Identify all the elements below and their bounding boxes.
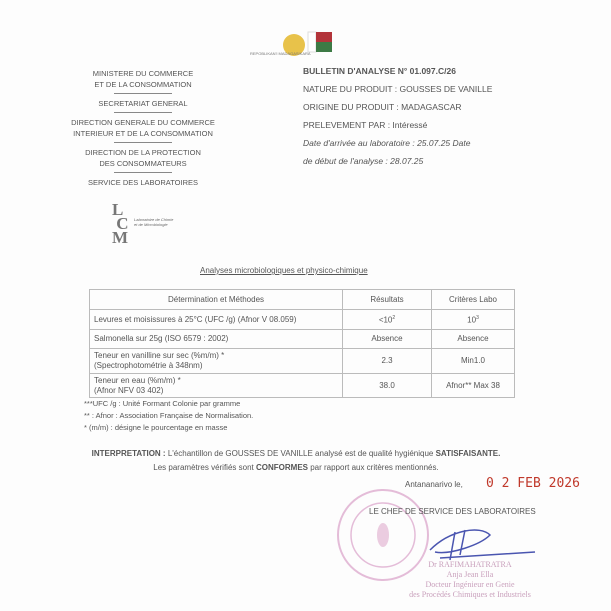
result-cell: 38.0 bbox=[343, 374, 432, 398]
lab-logo-letters: L C M bbox=[112, 200, 129, 247]
header-line: DIRECTION GENERALE DU COMMERCE bbox=[71, 118, 215, 127]
results-table bbox=[89, 289, 515, 398]
bulletin-title: BULLETIN D'ANALYSE N° 01.097.C/26 bbox=[303, 66, 456, 76]
header-line: SECRETARIAT GENERAL bbox=[98, 99, 188, 108]
interpretation-text: L'échantillon de GOUSSES DE VANILLE analysé est de qualité hygiénique bbox=[165, 449, 436, 458]
table-header bbox=[90, 290, 515, 310]
header-line: ET DE LA CONSOMMATION bbox=[94, 80, 192, 89]
table-row bbox=[90, 349, 515, 374]
table-row bbox=[90, 310, 515, 330]
footnote: ** : Afnor : Association Française de Normalisation. bbox=[84, 411, 254, 420]
verdict: SATISFAISANTE. bbox=[435, 449, 501, 458]
conformity: CONFORMES bbox=[255, 463, 308, 472]
divider bbox=[114, 172, 172, 173]
header-line: INTERIEUR ET DE LA CONSOMMATION bbox=[73, 129, 213, 138]
analysis-start-date: de début de l'analyse : 28.07.25 bbox=[303, 156, 424, 166]
product-origin: ORIGINE DU PRODUIT : MADAGASCAR bbox=[303, 102, 462, 112]
table-row bbox=[90, 374, 515, 398]
method-cell bbox=[90, 349, 343, 374]
interpretation-label: INTERPRETATION : bbox=[91, 449, 166, 458]
arrival-date: Date d'arrivée au laboratoire : 25.07.25 Date bbox=[303, 138, 471, 148]
signatory-title: des Procédés Chimiques et Industriels bbox=[409, 590, 531, 599]
ministry-header bbox=[63, 68, 223, 188]
table-row bbox=[90, 330, 515, 349]
column-header: Résultats bbox=[343, 290, 432, 310]
signatory-role: LE CHEF DE SERVICE DES LABORATOIRES bbox=[369, 507, 536, 516]
interpretation-text: Les paramètres vérifiés sont bbox=[153, 463, 256, 472]
method-line: (Spectrophotométrie à 348nm) bbox=[94, 361, 203, 370]
header-line: SERVICE DES LABORATOIRES bbox=[87, 178, 199, 187]
footnotes bbox=[84, 398, 253, 434]
lab-logo-text: Laboratoire de Chimie et de Microbiologie bbox=[134, 217, 174, 227]
result-cell bbox=[343, 310, 432, 330]
method-cell: Levures et moisissures à 25°C (UFC /g) (Afnor V 08.059) bbox=[90, 310, 343, 330]
emblem-caption: REPOBLIKAN'I MADAGASIKARA bbox=[250, 51, 311, 56]
column-header: Critères Labo bbox=[432, 290, 515, 310]
footnote: * (m/m) : désigne le pourcentage en masse bbox=[84, 423, 228, 432]
signatory bbox=[405, 560, 535, 600]
method-line: Teneur en eau (%m/m) * bbox=[94, 375, 181, 385]
criteria-cell: Min1.0 bbox=[432, 349, 515, 374]
column-header: Détermination et Méthodes bbox=[90, 290, 343, 310]
exponent: 3 bbox=[476, 315, 479, 322]
footnote: ***UFC /g : Unité Formant Colonie par gramme bbox=[84, 399, 241, 408]
header-line: DES CONSOMMATEURS bbox=[99, 159, 187, 168]
method-line: Teneur en vanilline sur sec (%m/m) * bbox=[94, 351, 225, 360]
divider bbox=[114, 142, 172, 143]
exponent: 2 bbox=[392, 315, 396, 322]
date-stamp: 0 2 FEB 2026 bbox=[486, 476, 580, 491]
signatory-name: Anja Jean Ella bbox=[446, 570, 494, 579]
lab-logo bbox=[112, 200, 174, 248]
signature-icon bbox=[420, 520, 540, 565]
divider bbox=[114, 112, 172, 113]
criteria-cell bbox=[432, 310, 515, 330]
product-nature: NATURE DU PRODUIT : GOUSSES DE VANILLE bbox=[303, 84, 493, 94]
criteria-cell: Absence bbox=[432, 330, 515, 349]
method-cell bbox=[90, 374, 343, 398]
criteria-cell: Afnor** Max 38 bbox=[432, 374, 515, 398]
method-line: (Afnor NFV 03 402) bbox=[94, 385, 164, 395]
interpretation-text: par rapport aux critères mentionnés. bbox=[307, 463, 439, 472]
method-cell: Salmonella sur 25g (ISO 6579 : 2002) bbox=[90, 330, 343, 349]
signatory-name: Dr RAFIMAHATRATRA bbox=[428, 560, 512, 569]
result-value: <10 bbox=[378, 315, 393, 325]
result-cell: Absence bbox=[343, 330, 432, 349]
result-cell: 2.3 bbox=[343, 349, 432, 374]
sampling-by: PRELEVEMENT PAR : Intéressé bbox=[303, 120, 428, 130]
header-line: DIRECTION DE LA PROTECTION bbox=[85, 148, 201, 157]
header-line: MINISTERE DU COMMERCE bbox=[92, 69, 194, 78]
signatory-title: Docteur Ingénieur en Genie bbox=[425, 580, 515, 589]
criteria-value: 10 bbox=[467, 315, 477, 325]
bulletin-info bbox=[303, 62, 492, 170]
divider bbox=[114, 93, 172, 94]
interpretation bbox=[66, 447, 526, 475]
section-title: Analyses microbiologiques et physico-chimique bbox=[200, 266, 368, 275]
place: Antananarivo le, bbox=[405, 480, 463, 489]
